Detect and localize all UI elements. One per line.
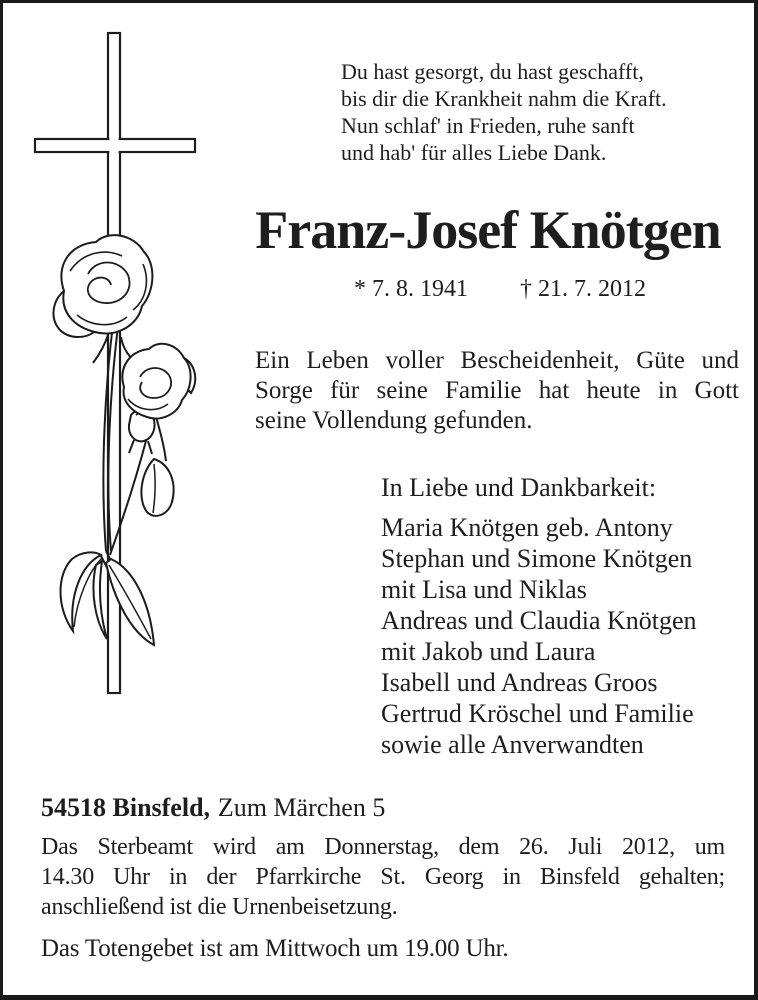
rose-top-icon — [53, 235, 152, 337]
tribute-line: Ein Leben voller Bescheidenheit, Güte und — [255, 347, 739, 374]
mourner-line: Andreas und Claudia Knötgen — [381, 606, 697, 635]
rose-bottom-icon — [122, 344, 195, 419]
poem-line: Du hast gesorgt, du hast geschafft, — [341, 59, 644, 84]
mourner-line: mit Jakob und Laura — [381, 637, 596, 666]
memorial-poem — [341, 58, 667, 166]
address-city: 54518 Binsfeld, — [41, 793, 211, 822]
prayer-announcement: Das Totengebet ist am Mittwoch um 19.00 Uhr. — [41, 935, 509, 962]
birth-date: * 7. 8. 1941 — [354, 276, 468, 302]
death-date: † 21. 7. 2012 — [520, 276, 646, 302]
mourner-line: Gertrud Kröschel und Familie — [381, 699, 694, 728]
mourner-line: Stephan und Simone Knötgen — [381, 544, 693, 573]
mourners-heading: In Liebe und Dankbarkeit: — [381, 473, 657, 502]
address-street: Zum Märchen 5 — [217, 793, 386, 822]
deceased-name: Franz-Josef Knötgen — [255, 200, 721, 260]
mourner-line: mit Lisa und Niklas — [381, 575, 587, 604]
mourner-line: Isabell und Andreas Groos — [381, 668, 658, 697]
tribute-line: Sorge für seine Familie hat heute in Gott — [255, 377, 739, 404]
service-announcement — [41, 832, 725, 922]
poem-line: bis dir die Krankheit nahm die Kraft. — [341, 86, 667, 111]
service-line: 14.30 Uhr in der Pfarrkirche St. Georg in Binsfeld gehalten; — [41, 864, 725, 890]
tribute-line: seine Vollendung gefunden. — [255, 407, 533, 434]
poem-line: und hab' für alles Liebe Dank. — [341, 140, 607, 165]
rose-leaf-icon — [141, 459, 173, 516]
mourner-line: sowie alle Anverwandten — [381, 730, 644, 759]
service-line: Das Sterbeamt wird am Donnerstag, dem 26. Juli 2012, um — [41, 834, 725, 860]
life-dates — [227, 275, 758, 303]
address-line — [41, 793, 385, 823]
service-line: anschließend ist die Urnenbeisetzung. — [41, 894, 398, 920]
mourners-list — [381, 512, 697, 760]
cross-and-roses-illustration — [3, 3, 233, 723]
tribute-paragraph — [255, 346, 739, 436]
mourner-line: Maria Knötgen geb. Antony — [381, 513, 673, 542]
poem-line: Nun schlaf' in Frieden, ruhe sanft — [341, 113, 635, 138]
